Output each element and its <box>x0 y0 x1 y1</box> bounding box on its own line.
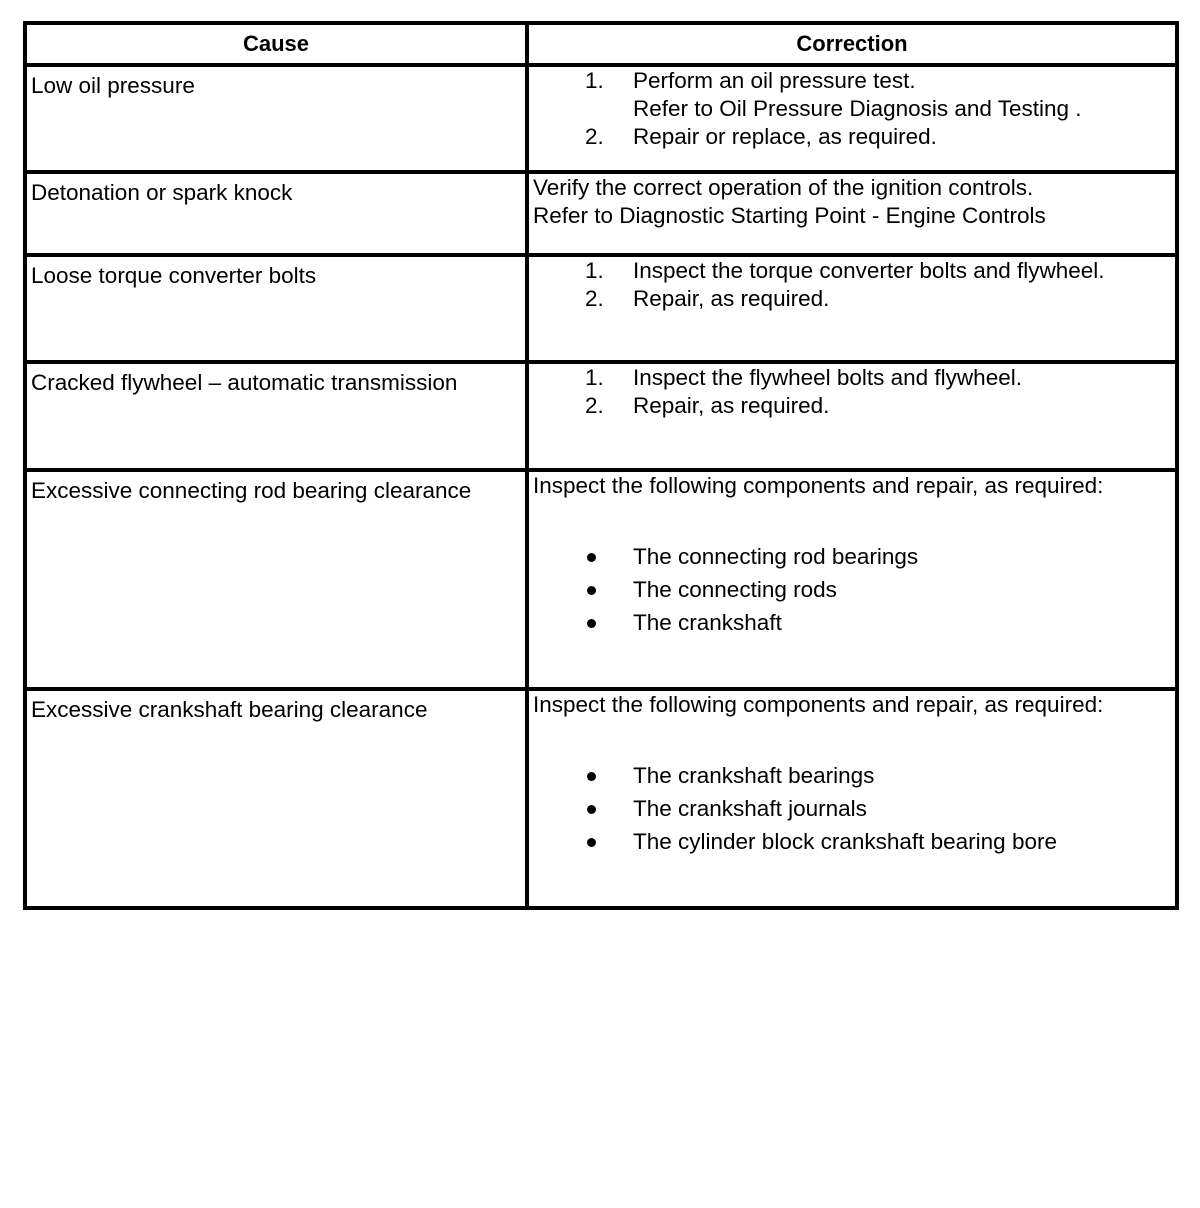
correction-intro: Inspect the following components and repair, as required: <box>533 692 1104 717</box>
table-row <box>25 255 1177 362</box>
correction-cell <box>527 65 1177 172</box>
bullet-icon <box>587 619 596 628</box>
step-reference-link[interactable]: Refer to Oil Pressure Diagnosis and Testing . <box>633 96 1082 121</box>
step-text: Repair, as required. <box>633 286 830 311</box>
bullet-text: The cylinder block crankshaft bearing bore <box>633 829 1057 854</box>
cause-cell <box>25 255 527 362</box>
cause-cell <box>25 470 527 689</box>
list-item <box>529 759 1175 792</box>
bullet-text: The connecting rod bearings <box>633 544 919 569</box>
cause-cell <box>25 362 527 470</box>
bullet-icon <box>587 772 596 781</box>
list-item <box>529 257 1175 285</box>
correction-text: Verify the correct operation of the ignition controls. <box>533 175 1034 200</box>
correction-header: Correction <box>527 23 1177 65</box>
list-item <box>529 792 1175 825</box>
bullet-text: The connecting rods <box>633 577 837 602</box>
bullet-icon <box>587 586 596 595</box>
bullet-text: The crankshaft bearings <box>633 763 875 788</box>
header-row <box>25 23 1177 65</box>
correction-intro: Inspect the following components and repair, as required: <box>533 473 1104 498</box>
cause-text: Detonation or spark knock <box>31 180 293 205</box>
list-item <box>529 392 1175 420</box>
list-item <box>529 67 1175 123</box>
step-number: 1. <box>585 365 604 390</box>
table-row <box>25 65 1177 172</box>
cause-text: Excessive crankshaft bearing clearance <box>31 697 428 722</box>
table-row <box>25 470 1177 689</box>
cause-cell <box>25 689 527 908</box>
list-item <box>529 825 1175 858</box>
cause-text: Loose torque converter bolts <box>31 263 317 288</box>
list-item <box>529 573 1175 606</box>
bullet-icon <box>587 805 596 814</box>
step-text: Inspect the torque converter bolts and flywheel. <box>633 258 1105 283</box>
list-item <box>529 364 1175 392</box>
diagnosis-table <box>23 21 1179 910</box>
correction-cell <box>527 689 1177 908</box>
correction-cell <box>527 362 1177 470</box>
step-text: Repair or replace, as required. <box>633 124 937 149</box>
cause-text: Excessive connecting rod bearing clearance <box>31 478 472 503</box>
table-row <box>25 689 1177 908</box>
cause-cell <box>25 65 527 172</box>
correction-cell <box>527 172 1177 255</box>
list-item <box>529 540 1175 573</box>
step-number: 2. <box>585 286 604 311</box>
cause-cell <box>25 172 527 255</box>
bullet-icon <box>587 838 596 847</box>
step-number: 2. <box>585 124 604 149</box>
step-text: Perform an oil pressure test. <box>633 68 916 93</box>
cause-header: Cause <box>25 23 527 65</box>
correction-cell <box>527 255 1177 362</box>
bullet-text: The crankshaft <box>633 610 782 635</box>
step-number: 2. <box>585 393 604 418</box>
table-row <box>25 362 1177 470</box>
list-item <box>529 123 1175 151</box>
correction-cell <box>527 470 1177 689</box>
cause-text: Low oil pressure <box>31 73 195 98</box>
cause-text: Cracked flywheel – automatic transmission <box>31 370 458 395</box>
step-text: Repair, as required. <box>633 393 830 418</box>
bullet-icon <box>587 553 596 562</box>
bullet-text: The crankshaft journals <box>633 796 867 821</box>
reference-link[interactable]: Refer to Diagnostic Starting Point - Engine Controls <box>533 203 1046 228</box>
step-number: 1. <box>585 68 604 93</box>
list-item <box>529 285 1175 313</box>
step-number: 1. <box>585 258 604 283</box>
step-text: Inspect the flywheel bolts and flywheel. <box>633 365 1022 390</box>
table-row <box>25 172 1177 255</box>
list-item <box>529 606 1175 639</box>
